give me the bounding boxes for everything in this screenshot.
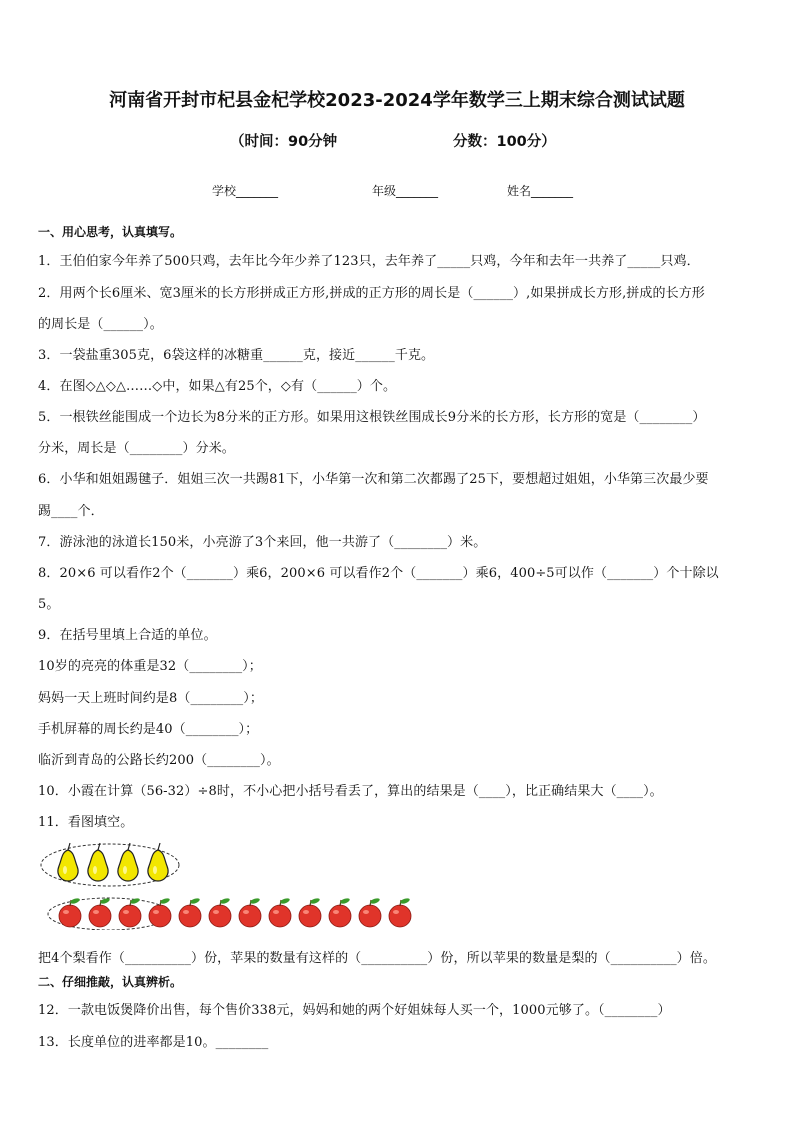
question-5: 5．一根铁丝能围成一个边长为8分米的正方形。如果用这根铁丝围成长9分米的长方形，长方形的宽是（________） (38, 410, 706, 425)
question-6: 6．小华和姐姐踢毽子．姐姐三次一共踢81下，小华第一次和第二次都踢了25下，要想超过姐姐，小华第三次最少要 (38, 472, 709, 487)
pear-icon (118, 843, 138, 881)
question-1: 1．王伯伯家今年养了500只鸡，去年比今年少养了123只，去年养了_____只鸡，今年和去年一共养了_____只鸡． (38, 254, 700, 269)
name-field: 姓名_______ (507, 184, 574, 198)
apple-icon (119, 897, 141, 927)
section-1-heading: 一、用心思考，认真填写。 (38, 225, 183, 239)
apple-icon (389, 897, 411, 927)
exam-score: 分数：100分） (453, 134, 556, 150)
grade-field: 年级_______ (372, 184, 439, 198)
pear-icon (58, 843, 78, 881)
question-11: 11．看图填空。 (38, 815, 134, 830)
question-12: 12．一款电饭煲降价出售，每个售价338元，妈妈和她的两个好姐妹每人买一个，1000元够了。（________） (38, 1003, 671, 1018)
question-9: 9．在括号里填上合适的单位。 (38, 628, 217, 643)
question-4: 4．在图◇△◇△……◇中，如果△有25个，◇有（______）个。 (38, 379, 397, 394)
apple-icon (359, 897, 381, 927)
pear-icon (88, 843, 108, 881)
apple-icon (329, 897, 351, 927)
question-5-cont: 分米，周长是（________）分米。 (38, 441, 235, 456)
question-2-cont: 的周长是（______）。 (38, 317, 163, 332)
apple-row (59, 897, 411, 927)
question-6-cont: 踢____个． (38, 504, 104, 519)
pear-group (58, 843, 168, 881)
apple-icon (299, 897, 321, 927)
question-2: 2．用两个长6厘米、宽3厘米的长方形拼成正方形,拼成的正方形的周长是（______）,如果拼成长方形,拼成的长方形 (38, 286, 705, 301)
school-field: 学校_______ (212, 184, 279, 198)
page-title: 河南省开封市杞县金杞学校2023-2024学年数学三上期末综合测试试题 (109, 90, 685, 111)
question-10: 10．小霞在计算（56-32）÷8时，不小心把小括号看丢了，算出的结果是（____），比正确结果大（____）。 (38, 784, 663, 799)
question-8-cont: 5。 (38, 597, 60, 612)
question-7: 7．游泳池的泳道长150米，小亮游了3个来回，他一共游了（________）米。 (38, 535, 487, 550)
apple-icon (149, 897, 171, 927)
question-11-answer: 把4个梨看作（__________）份，苹果的数量有这样的（__________）份，所以苹果的数量是梨的（__________）倍。 (38, 951, 716, 966)
question-9-item-3: 手机屏幕的周长约是40（________）； (38, 722, 259, 737)
apple-icon (209, 897, 231, 927)
question-13: 13．长度单位的进率都是10。________ (38, 1035, 269, 1050)
question-8: 8．20×6 可以看作2个（_______）乘6，200×6 可以看作2个（_______）乘6，400÷5可以作（_______）个十除以 (38, 566, 719, 581)
apple-icon (89, 897, 111, 927)
section-2-heading: 二、仔细推敲，认真辨析。 (38, 975, 183, 989)
question-9-item-2: 妈妈一天上班时间约是8（________）； (38, 691, 263, 706)
fruit-figure (38, 840, 418, 930)
apple-icon (239, 897, 261, 927)
pear-icon (148, 843, 168, 881)
apple-icon (269, 897, 291, 927)
question-9-item-4: 临沂到青岛的公路长约200（________）。 (38, 753, 280, 768)
question-9-item-1: 10岁的亮亮的体重是32（________）； (38, 659, 262, 674)
question-3: 3．一袋盐重305克，6袋这样的冰糖重______克，接近______千克。 (38, 348, 435, 363)
apple-icon (179, 897, 201, 927)
exam-time: （时间：90分钟 (230, 134, 338, 150)
